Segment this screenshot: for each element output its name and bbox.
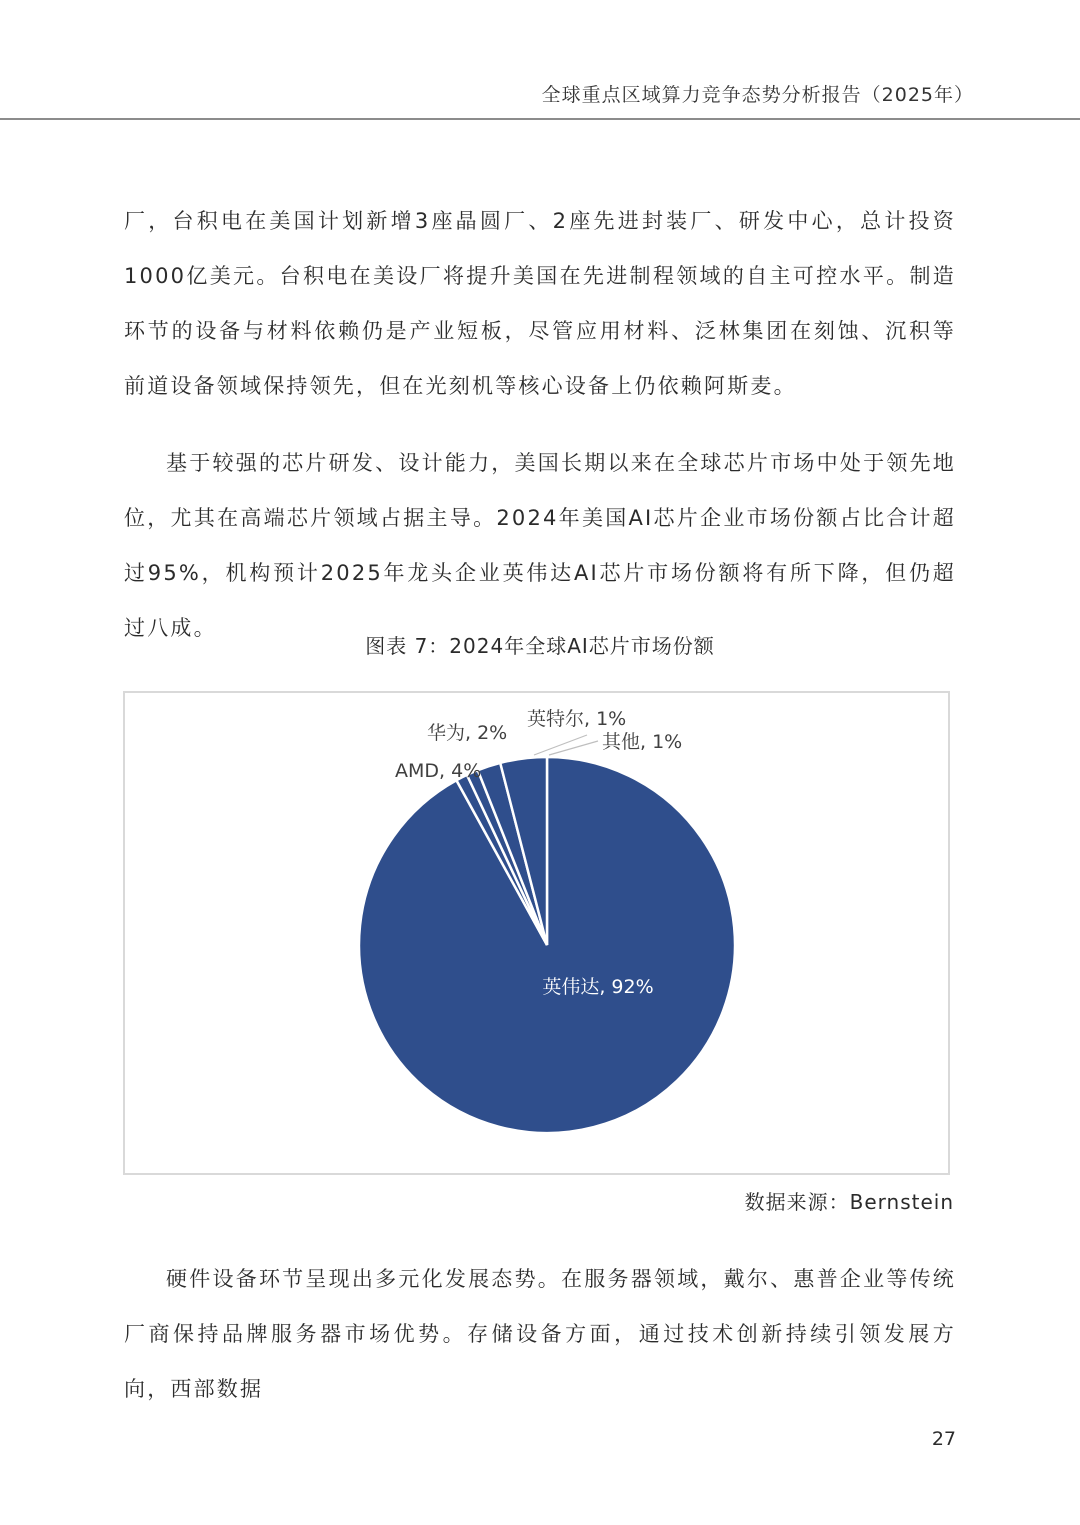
leader-line-1 (549, 741, 598, 755)
slice-label-0: 英伟达, 92% (542, 976, 654, 998)
figure-caption: 图表 7：2024年全球AI芯片市场份额 (365, 634, 715, 658)
slice-label-3: 华为, 2% (427, 722, 508, 744)
paragraph-1: 厂，台积电在美国计划新增3座晶圆厂、2座先进封装厂、研发中心，总计投资1000亿美元。台积电在美设厂将提升美国在先进制程领域的自主可控水平。制造环节的设备与材料依赖仍是产业短板，尽管应用材料、泛林集团在刻蚀、沉积等前道设备领域保持领先，但在光刻机等核心设备上仍依赖阿斯麦。 (124, 209, 956, 398)
header-title: 全球重点区域算力竞争态势分析报告（2025年） (541, 84, 974, 106)
slice-label-2: 英特尔, 1% (527, 708, 627, 730)
pie-chart (123, 691, 950, 1175)
data-source: 数据来源：Bernstein (744, 1190, 954, 1214)
page-number: 27 (931, 1428, 956, 1450)
paragraph-2: 基于较强的芯片研发、设计能力，美国长期以来在全球芯片市场中处于领先地位，尤其在高端芯片领域占据主导。2024年美国AI芯片企业市场份额占比合计超过95%，机构预计2025年龙头企业英伟达AI芯片市场份额将有所下降，但仍超过八成。 (124, 451, 956, 640)
slice-label-1: 其他, 1% (602, 731, 683, 753)
pie-chart-svg (125, 693, 952, 1177)
paragraph-3: 硬件设备环节呈现出多元化发展态势。在服务器领域，戴尔、惠普企业等传统厂商保持品牌服务器市场优势。存储设备方面，通过技术创新持续引领发展方向，西部数据 (124, 1267, 956, 1401)
header-divider (0, 118, 1080, 120)
slice-label-4: AMD, 4% (395, 760, 482, 782)
